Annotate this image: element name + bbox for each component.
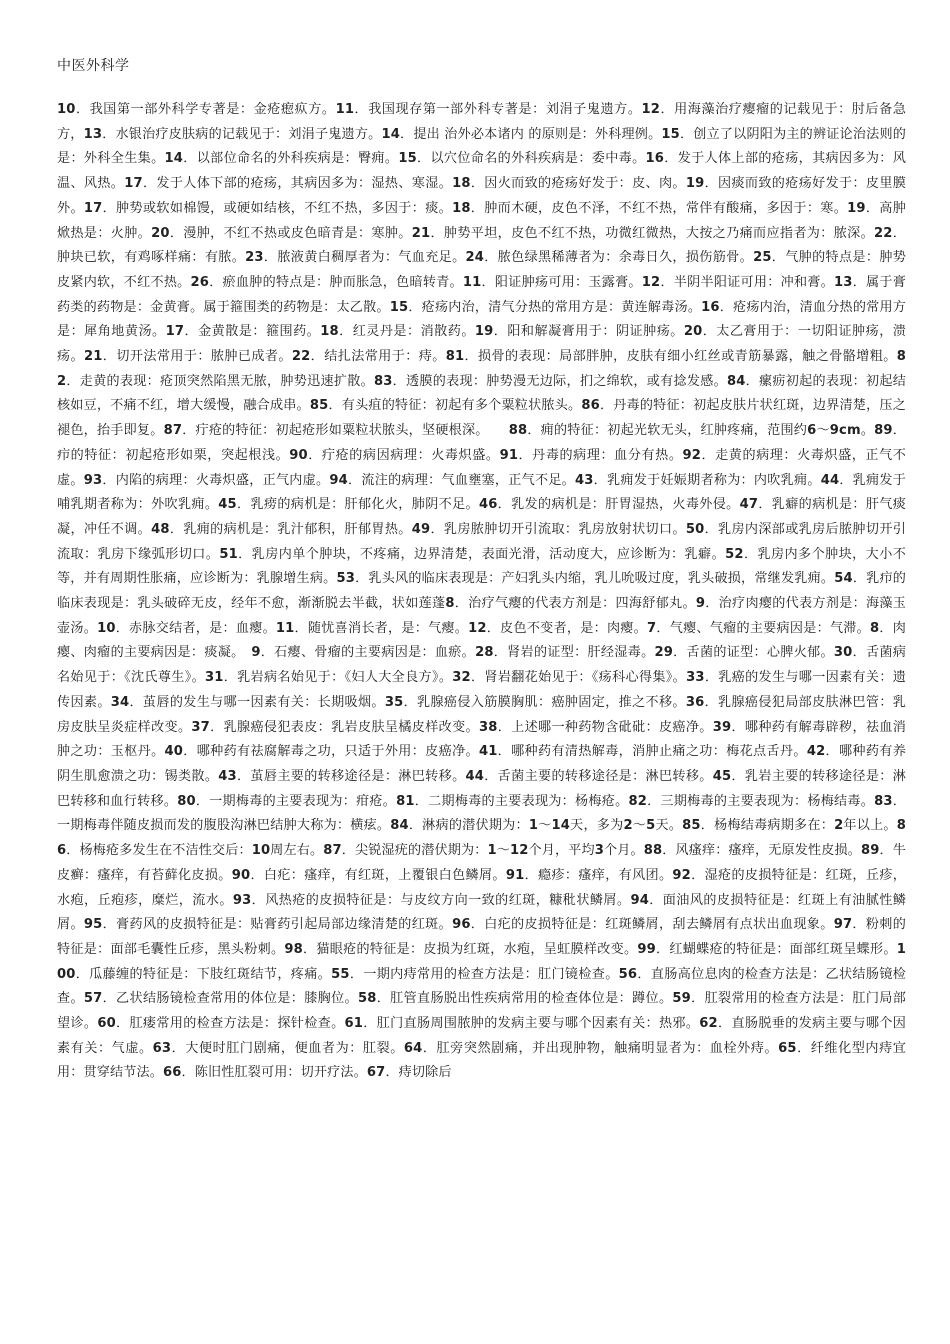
body-text: 10．我国第一部外科学专著是：金疮瘛疭方。11．我国现存第一部外科专著是：刘涓子鬼遗方。12．用海藻治疗瘿瘤的记载见于：肘后备急方，13．水银治疗皮肤病的记载见于：刘涓子鬼遗方。14．提出 治外必本诸内 的原则是：外科理例。15．创立了以阴阳为主的辨证论治法则的是：外科全生集。14．以部位命名的外科疾病是：臀痈。15．以穴位命名的外科疾病是：委中毒。16．发于人体上部的疮疡，其病因多为：风温、风热。17．发于人体下部的疮疡，其病因多为：湿热、寒湿。18．因火而致的疮疡好发于：皮、肉。19．因痰而致的疮疡好发于：皮里膜外。17．肿势或软如棉馒，或硬如结核，不红不热，多因于：痰。18．肿而木硬，皮色不泽，不红不热，常伴有酸痛，多因于：寒。19．高肿焮热是：火肿。20．漫肿，不红不热或皮色暗青是：寒肿。21．肿势平坦，皮色不红不热，功微红微热，大按之乃痛而应指者为：脓深。22．肿块已软，有鸡啄样痛：有脓。23．脓液黄白稠厚者为：气血充足。24．脓色绿黑稀薄者为：余毒日久，损伤筋骨。25．气肿的特点是：肿势皮紧内软，不红不热。26．瘀血肿的特点是：肿而胀急，色暗转青。11．阳证肿疡可用：玉露膏。12．半阴半阳证可用：冲和膏。13．属于膏药类的药物是：金黄膏。属于箍围类的药物是：太乙散。15．疮疡内治，清气分热的常用方是：黄连解毒汤。16．疮疡内治，清血分热的常用方是：犀角地黄汤。17．金黄散是：箍围药。18．红灵丹是：消散药。19．阳和解凝膏用于：阴证肿疡。20．太乙膏用于：一切阳证肿疡，溃疡。21．切开法常用于：脓肿已成者。22．结扎法常用于：痔。81．损骨的表现：局部胖肿，皮肤有细小红丝或青筋暴露，触之骨骼增粗。82．走黄的表现：疮顶突然陷黑无脓，肿势迅速扩散。83．透膜的表现：肿势漫无边际，扪之绵软，或有捻发感。84．瘰疬初起的表现：初起结核如豆，不痛不红，增大缓慢，融合成串。85．有头疽的特征：初起有多个粟粒状脓头。86．丹毒的特征：初起皮肤片状红斑，边界清楚，压之褪色，抬手即复。87．疔疮的特征：初起疮形如粟粒状脓头，坚硬根深。 88．痈的特征：初起光软无头，红肿疼痛，范围约6～9cm。89．疖的特征：初起疮形如栗，突起根浅。90．疔疮的病因病理：火毒炽盛。91．丹毒的病理：血分有热。92．走黄的病理：火毒炽盛，正气不虚。93．内陷的病理：火毒炽盛，正气内虚。94．流注的病理：气血壅塞，正气不足。43．乳痈发于妊娠期者称为：内吹乳痈。44．乳痈发于哺乳期者称为：外吹乳痈。45．乳痨的病机是：肝郁化火，肺阴不足。46．乳发的病机是：肝胃湿热，火毒外侵。47．乳癖的病机是：肝气痰凝，冲任不调。48．乳痈的病机是：乳汁郁积，肝郁胃热。49．乳房脓肿切开引流取：乳房放射状切口。50．乳房内深部或乳房后脓肿切开引流取：乳房下缘弧形切口。51．乳房内单个肿块，不疼痛，边界清楚，表面光滑，活动度大，应诊断为：乳癖。52．乳房内多个肿块，大小不等，并有周期性胀痛，应诊断为：乳腺增生病。53．乳头风的临床表现是：产妇乳头内缩，乳儿吮吸过度，乳头破损，常继发乳痈。54．乳疖的临床表现是：乳头破碎无皮，经年不愈，渐渐脱去半截，状如莲蓬8．治疗气瘿的代表方剂是：四海舒郁丸。9．治疗肉瘿的代表方剂是：海藻玉壶汤。10．赤脉交结者，是：血瘿。11．随忧喜消长者，是：气瘿。12．皮色不变者，是：肉瘿。7．气瘿、气瘤的主要病因是：气滞。8．肉瘿、肉瘤的主要病因是：痰凝。 9．石瘿、骨瘤的主要病因是：血瘀。28．肾岩的证型：肝经湿毒。29．舌菌的证型：心脾火郁。30．舌菌病名始见于：《沈氏尊生》。31．乳岩病名始见于：《妇人大全良方》。32．肾岩翻花始见于：《疡科心得集》。33．乳癌的发生与哪一因素有关：遗传因素。34．茧唇的发生与哪一因素有关：长期吸烟。35．乳腺癌侵入筋膜胸肌：癌肿固定，推之不移。36．乳腺癌侵犯局部皮肤淋巴管：乳房皮肤呈炎症样改变。37．乳腺癌侵犯表皮：乳岩皮肤呈橘皮样改变。38．上述哪一种药物含砒砒：皮癌净。39．哪种药有解毒辟秽，祛血消肿之功：玉枢丹。40．哪种药有祛腐解毒之功，只适于外用：皮癌净。41．哪种药有清热解毒，消肿止痛之功：梅花点舌丹。42．哪种药有养阴生肌愈溃之功：锡类散。43．茧唇主要的转移途径是：淋巴转移。44．舌菌主要的转移途径是：淋巴转移。45．乳岩主要的转移途径是：淋巴转移和血行转移。80．一期梅毒的主要表现为：疳疮。81．二期梅毒的主要表现为：杨梅疮。82．三期梅毒的主要表现为：杨梅结毒。83．一期梅毒伴随皮损而发的腹股沟淋巴结肿大称为：横痃。84．淋病的潜伏期为：1～14天，多为2～5天。85．杨梅结毒病期多在：2年以上。86．杨梅疮多发生在不洁性交后：10周左右。87．尖锐湿疣的潜伏期为：1～12个月，平均3个月。88．风瘙痒：瘙痒，无原发性皮损。89．牛皮癣：瘙痒，有苔藓化皮损。90．白疕：瘙痒，有红斑，上覆银白色鳞屑。91．瘾疹：瘙痒，有风团。92．湿疮的皮损特征是：红斑，丘疹，水疱，丘疱疹，糜烂，流水。93．风热疮的皮损特征是：与皮纹方向一致的红斑，糠秕状鳞屑。94．面油风的皮损特征是：红斑上有油腻性鳞屑。95．膏药风的皮损特征是：贴膏药引起局部边缘清楚的红斑。96．白疕的皮损特征是：红斑鳞屑，刮去鳞屑有点状出血现象。97．粉刺的特征是：面部毛囊性丘疹，黑头粉刺。98．猫眼疮的特征是：皮损为红斑，水疱，呈虹膜样改变。99．红蝴蝶疮的特征是：面部红斑呈蝶形。100．瓜藤缠的特征是：下肢红斑结节，疼痛。55．一期内痔常用的检查方法是：肛门镜检查。56．直肠高位息肉的检查方法是：乙状结肠镜检查。57．乙状结肠镜检查常用的体位是：膝胸位。58．肛管直肠脱出性疾病常用的检查体位是：蹲位。59．肛裂常用的检查方法是：肛门局部望诊。60．肛瘘常用的检查方法是：探针检查。61．肛门直肠周围脓肿的发病主要与哪个因素有关：热邪。62．直肠脱垂的发病主要与哪个因素有关：气虚。63．大便时肛门剧痛，便血者为：肛裂。64．肛旁突然剧痛，并出现肿物，触痛明显者为：血栓外痔。65．纤维化型内痔宜用：贯穿结节法。66．陈旧性肛裂可用：切开疗法。67．痔切除后	[57, 102, 907, 1081]
page-header: 中医外科学	[57, 58, 130, 74]
